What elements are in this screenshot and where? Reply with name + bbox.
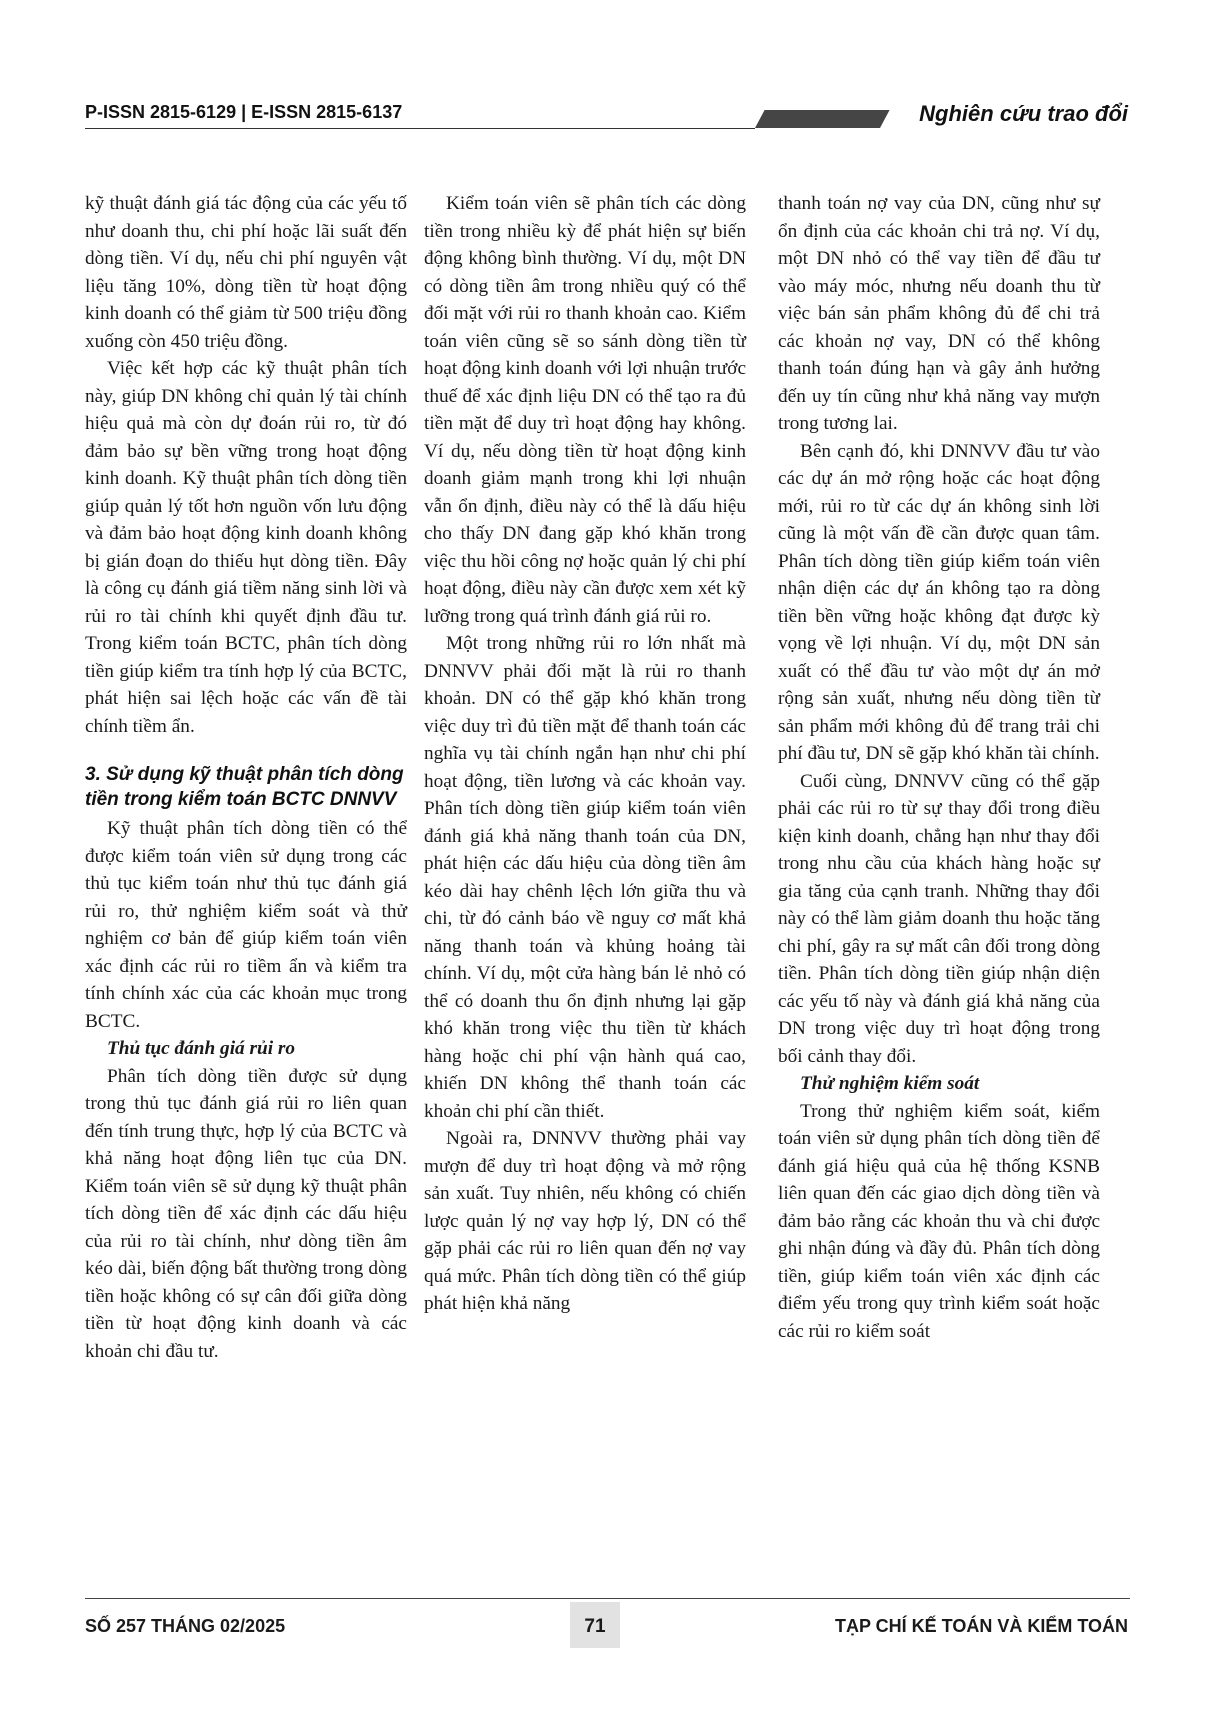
column-2 (424, 190, 746, 1318)
header-rule (85, 128, 755, 129)
paragraph: thanh toán nợ vay của DN, cũng như sự ổn định của các khoản chi trả nợ. Ví dụ, một DN nhỏ có thể vay tiền để đầu tư vào máy móc, nhưng nếu doanh thu từ việc bán sản phẩm không đủ để chi trả các khoản nợ vay, DN có thể không thanh toán đúng hạn và gây ảnh hưởng đến uy tín cũng như khả năng vay mượn trong tương lai. (778, 193, 1100, 434)
paragraph: Một trong những rủi ro lớn nhất mà DNNVV phải đối mặt là rủi ro thanh khoản. DN có thể gặp khó khăn trong việc duy trì đủ tiền mặt để thanh toán các nghĩa vụ tài chính ngắn hạn như chi phí hoạt động, tiền lương và các khoản vay. Phân tích dòng tiền giúp kiểm toán viên đánh giá khả năng thanh toán của DN, phát hiện các dấu hiệu của dòng tiền âm kéo dài hay chênh lệch lớn giữa thu và chi, từ đó cảnh báo về nguy cơ mất khả năng thanh toán và khủng hoảng tài chính. Ví dụ, một cửa hàng bán lẻ nhỏ có thể có doanh thu ổn định nhưng lại gặp khó khăn trong việc thu tiền từ khách hàng hoặc chi phí vận hành quá cao, khiến DN không thể thanh toán các khoản chi phí cần thiết. (424, 633, 746, 1122)
section-heading: 3. Sử dụng kỹ thuật phân tích dòng tiền trong kiểm toán BCTC DNNVV (85, 764, 404, 810)
column-3 (778, 190, 1100, 1345)
paragraph: Trong thử nghiệm kiểm soát, kiểm toán viên sử dụng phân tích dòng tiền để đánh giá hiệu quả của hệ thống KSNB liên quan đến các giao dịch dòng tiền và đảm bảo rằng các khoản thu và chi được ghi nhận đúng và đầy đủ. Phân tích dòng tiền, giúp kiểm toán viên xác định các điểm yếu trong quy trình kiểm soát hoặc các rủi ro kiểm soát (778, 1100, 1100, 1342)
footer-rule (85, 1598, 1130, 1599)
section-title: Nghiên cứu trao đổi (919, 101, 1128, 126)
issue-label: SỐ 257 THÁNG 02/2025 (85, 1616, 286, 1636)
paragraph: Bên cạnh đó, khi DNNVV đầu tư vào các dự án mở rộng hoặc các hoạt động mới, rủi ro từ các dự án không sinh lời cũng là một vấn đề cần được quan tâm. Phân tích dòng tiền giúp kiểm toán viên nhận diện các dự án không tạo ra dòng tiền bền vững hoặc không đạt được kỳ vọng về lợi nhuận. Ví dụ, một DN sản xuất có thể đầu tư vào một dự án mở rộng sản xuất, nhưng nếu dòng tiền từ sản phẩm mới không đủ để trang trải chi phí đầu tư, DN sẽ gặp khó khăn tài chính. (778, 440, 1100, 764)
paragraph: kỹ thuật đánh giá tác động của các yếu tố như doanh thu, chi phí hoặc lãi suất đến dòng tiền. Ví dụ, nếu chi phí nguyên vật liệu tăng 10%, dòng tiền từ hoạt động kinh doanh có thể giảm từ 500 triệu đồng xuống còn 450 triệu đồng. (85, 193, 407, 352)
subsection-heading: Thủ tục đánh giá rủi ro (107, 1038, 296, 1059)
journal-name: TẠP CHÍ KẾ TOÁN VÀ KIỂM TOÁN (834, 1616, 1128, 1636)
page-footer (85, 1598, 1130, 1658)
paragraph: Việc kết hợp các kỹ thuật phân tích này, giúp DN không chỉ quản lý tài chính hiệu quả mà còn dự đoán rủi ro, từ đó đảm bảo sự bền vững trong hoạt động kinh doanh. Kỹ thuật phân tích dòng tiền giúp quản lý tốt hơn nguồn vốn lưu động và đảm bảo hoạt động kinh doanh không bị gián đoạn do thiếu hụt dòng tiền. Đây là công cụ đánh giá tiềm năng sinh lời và rủi ro tài chính khi quyết định đầu tư. Trong kiểm toán BCTC, phân tích dòng tiền giúp kiểm tra tính hợp lý của BCTC, phát hiện sai lệch hoặc các vấn đề tài chính tiềm ẩn. (85, 358, 407, 737)
paragraph: Cuối cùng, DNNVV cũng có thể gặp phải các rủi ro từ sự thay đổi trong điều kiện kinh doanh, chẳng hạn như thay đổi trong nhu cầu của khách hàng hoặc sự gia tăng của cạnh tranh. Những thay đổi này có thể làm giảm doanh thu hoặc tăng chi phí, gây ra sự mất cân đối trong dòng tiền. Phân tích dòng tiền giúp nhận diện các yếu tố này và đánh giá khả năng của DN trong việc duy trì hoạt động trong bối cảnh thay đổi. (778, 770, 1100, 1067)
paragraph: Phân tích dòng tiền được sử dụng trong thủ tục đánh giá rủi ro liên quan đến tính trung thực, hợp lý của BCTC và khả năng hoạt động liên tục của DN. Kiểm toán viên sẽ sử dụng kỹ thuật phân tích dòng tiền để xác định các dấu hiệu của rủi ro tài chính, như dòng tiền âm kéo dài, biến động bất thường trong dòng tiền hoặc không có sự cân đối giữa dòng tiền từ hoạt động kinh doanh và các khoản chi đầu tư. (85, 1065, 407, 1362)
subsection-heading: Thử nghiệm kiểm soát (800, 1073, 980, 1094)
paragraph: Ngoài ra, DNNVV thường phải vay mượn để duy trì hoạt động và mở rộng sản xuất. Tuy nhiên, nếu không có chiến lược quản lý nợ vay hợp lý, DN có thể gặp phải các rủi ro liên quan đến nợ vay quá mức. Phân tích dòng tiền có thể giúp phát hiện khả năng (424, 1128, 746, 1314)
page-number-box (570, 1602, 620, 1648)
paragraph: Kỹ thuật phân tích dòng tiền có thể được kiểm toán viên sử dụng trong các thủ tục kiểm toán như thủ tục đánh giá rủi ro, thử nghiệm kiểm soát và thử nghiệm cơ bản để giúp kiểm toán viên xác định các rủi ro tiềm ẩn và kiểm tra tính chính xác của các khoản mục trong BCTC. (85, 818, 407, 1032)
page-header (85, 98, 1130, 138)
page-number: 71 (584, 1616, 606, 1637)
paragraph: Kiểm toán viên sẽ phân tích các dòng tiền trong nhiều kỳ để phát hiện sự biến động không bình thường. Ví dụ, một DN có dòng tiền âm trong nhiều quý có thể đối mặt với rủi ro thanh khoản cao. Kiểm toán viên cũng sẽ so sánh dòng tiền từ hoạt động kinh doanh với lợi nhuận trước thuế để xác định liệu DN có thể tạo ra đủ tiền mặt để duy trì hoạt động hay không. Ví dụ, nếu dòng tiền từ hoạt động kinh doanh giảm mạnh trong khi lợi nhuận vẫn ổn định, điều này có thể là dấu hiệu cho thấy DN đang gặp khó khăn trong việc thu hồi công nợ hoặc quản lý chi phí hoạt động, điều này cần được xem xét kỹ lưỡng trong quá trình đánh giá rủi ro. (424, 193, 746, 627)
column-1 (85, 190, 407, 1365)
issn-label: P-ISSN 2815-6129 | E-ISSN 2815-6137 (85, 102, 403, 122)
header-band (755, 110, 890, 128)
